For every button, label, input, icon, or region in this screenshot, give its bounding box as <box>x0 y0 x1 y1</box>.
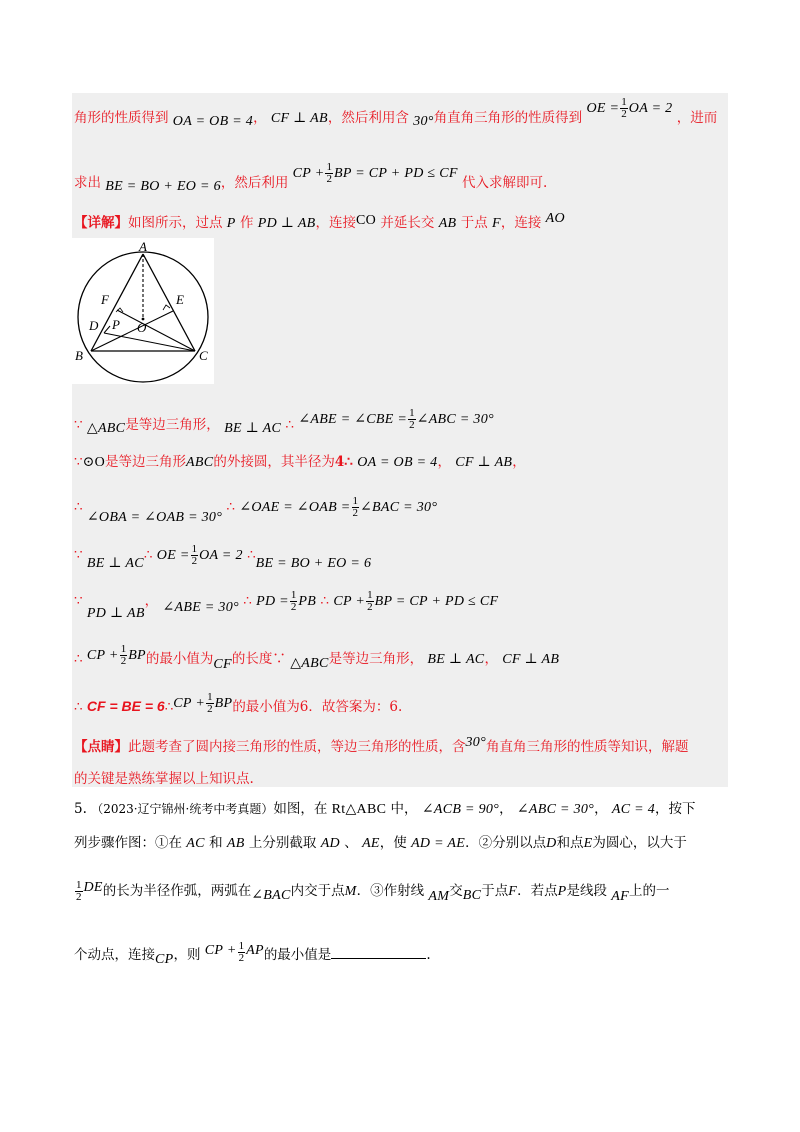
therefore-symbol: ∴ <box>74 699 83 715</box>
text: ， <box>499 801 513 817</box>
math-ap: AP <box>246 943 264 958</box>
frac-den: 2 <box>352 507 358 519</box>
text: 的最小值是 <box>263 947 332 963</box>
math-cp: CP + <box>333 594 366 609</box>
because-symbol: ∵ <box>74 417 83 433</box>
text: 中， <box>390 801 418 817</box>
text: 上的一 <box>628 883 670 899</box>
math-oa-ob: OA = OB = 4 <box>172 114 254 129</box>
solution-line-4 <box>74 407 728 437</box>
frac-den: 2 <box>290 601 297 613</box>
math-f: F <box>492 216 501 231</box>
because-symbol: ∵ <box>74 593 83 609</box>
question-line-2 <box>74 835 728 853</box>
text: 和 <box>209 835 223 851</box>
math-cf-perp-ab: CF ⊥ AB <box>270 111 328 126</box>
math-pb: PB <box>298 594 317 609</box>
math-am: AM <box>428 889 450 904</box>
solution-line-10 <box>74 691 728 719</box>
label-e: E <box>176 292 184 307</box>
text: 于点 <box>460 215 488 231</box>
text: 的长度 <box>231 651 273 667</box>
frac-num: 1 <box>621 96 627 108</box>
text: ．②分别以点 <box>465 835 547 851</box>
solution-line-12 <box>74 771 728 787</box>
text: 是等边三角形， <box>328 651 424 667</box>
math-angle-abc: ∠ABC = 30° <box>416 412 494 427</box>
text: 的外接圆，其半径为 <box>213 454 335 470</box>
text: ， <box>253 110 267 126</box>
fraction-half <box>75 880 83 903</box>
frac-den: 2 <box>409 419 415 431</box>
math-abc: ABC <box>186 455 214 470</box>
therefore-symbol: ∴ <box>74 651 83 667</box>
fraction-half <box>325 162 333 185</box>
text: 是线段 <box>566 883 607 899</box>
solution-line-6 <box>74 495 728 525</box>
frac-den: 2 <box>191 555 198 567</box>
math-co: CO <box>356 213 377 228</box>
circle-triangle-diagram <box>72 238 214 384</box>
math-bp: BP <box>214 696 233 711</box>
math-oe: OE = <box>586 101 620 116</box>
text: 内交于点 <box>290 883 345 899</box>
math-bp-ineq: BP = CP + PD ≤ CF <box>374 594 499 609</box>
question-number: 5. <box>74 801 87 817</box>
therefore-symbol: ∴ <box>164 699 174 715</box>
fraction-half <box>290 590 298 613</box>
fraction-half <box>408 408 416 431</box>
math-bp-ineq: BP = CP + PD ≤ CF <box>333 166 458 181</box>
math-de: DE <box>83 880 103 895</box>
text: 为圆心，以大于 <box>592 835 687 851</box>
fraction-half <box>352 496 360 519</box>
text: 列步骤作图：①在 <box>74 835 182 851</box>
frac-num: 1 <box>207 691 213 703</box>
math-cf-be-6: CF = BE = 6 <box>86 698 165 714</box>
math-cp: CP + <box>204 943 237 958</box>
math-ae: AE <box>362 836 380 851</box>
label-d: D <box>89 318 99 333</box>
math-angles: ∠ABE = ∠CBE = <box>298 412 408 427</box>
text: ， <box>437 454 451 470</box>
fraction-half <box>191 544 199 567</box>
text: ， <box>594 801 608 817</box>
math-ad-ae: AD = AE <box>411 836 466 851</box>
text: 并延长交 <box>380 215 435 231</box>
text: 交 <box>449 883 463 899</box>
text: 角形的性质得到 <box>74 110 169 126</box>
math-cp: CP + <box>292 166 325 181</box>
answer-blank[interactable] <box>331 946 426 959</box>
solution-line-2 <box>74 161 728 195</box>
solution-line-3 <box>74 211 728 233</box>
math-oa-2: OA = 2 <box>199 548 243 563</box>
text: 代入求解即可. <box>461 175 548 191</box>
radius-value: 4 <box>334 454 345 470</box>
text: 作 <box>239 215 254 231</box>
text: ，然后利用含 <box>327 110 409 126</box>
math-p: P <box>557 884 567 899</box>
frac-num: 1 <box>191 543 198 555</box>
text: 和点 <box>556 835 584 851</box>
math-oba-oab: ∠OBA = ∠OAB = 30° <box>86 510 223 525</box>
text: ．若点 <box>517 883 558 899</box>
math-be-perp-ac: BE ⊥ AC <box>86 556 144 571</box>
math-circle-o: ⊙O <box>82 455 106 470</box>
text: ，则 <box>173 947 201 963</box>
text: 上分别截取 <box>248 835 317 851</box>
math-e: E <box>583 836 593 851</box>
text: ，连接 <box>500 215 542 231</box>
therefore-symbol: ∴ <box>344 454 353 470</box>
text: ．③作射线 <box>356 883 425 899</box>
therefore-symbol: ∴ <box>226 499 236 515</box>
fraction-half <box>120 644 128 667</box>
math-be-perp-ac: BE ⊥ AC <box>224 421 282 436</box>
solution-line-5 <box>74 454 728 472</box>
because-symbol: ∵ <box>74 547 83 563</box>
math-pd-perp-ab: PD ⊥ AB <box>257 216 316 231</box>
fraction-half <box>366 590 374 613</box>
label-c: C <box>199 348 208 363</box>
text: 的最小值为 <box>145 651 214 667</box>
math-af: AF <box>611 889 629 904</box>
math-oe: OE = <box>156 548 190 563</box>
text: ， <box>144 593 159 609</box>
math-bc: BC <box>462 888 482 903</box>
therefore-symbol: ∴ <box>243 593 252 609</box>
math-d: D <box>546 836 557 851</box>
frac-den: 2 <box>621 108 627 120</box>
label-f: F <box>101 292 109 307</box>
math-abe-30: ∠ABE = 30° <box>162 600 239 615</box>
text: 的长为半径作弧，两弧在 <box>102 883 252 899</box>
math-ab: AB <box>438 216 457 231</box>
text: ，连接 <box>315 215 357 231</box>
text: 角直角三角形的性质得到 <box>433 110 583 126</box>
geometry-figure <box>72 238 214 384</box>
math-p: P <box>226 216 236 231</box>
text: ， <box>512 454 526 470</box>
frac-num: 1 <box>120 643 127 655</box>
text: ， <box>484 651 498 667</box>
math-be: BE = BO + EO = 6 <box>105 179 221 194</box>
math-acb-90: ∠ACB = 90° <box>421 802 500 817</box>
text: 角直角三角形的性质等知识，解题 <box>486 739 689 755</box>
math-m: M <box>344 884 357 899</box>
frac-den: 2 <box>207 703 213 715</box>
math-bp: BP <box>128 648 146 663</box>
math-oae: ∠OAE = ∠OAB = <box>239 500 351 515</box>
math-be: BE = BO + EO = 6 <box>255 556 372 571</box>
math-pd-perp-ab: PD ⊥ AB <box>86 606 145 621</box>
fraction-half <box>206 692 214 715</box>
text: ，按下 <box>655 801 696 817</box>
text: 此题考查了圆内接三角形的性质，等边三角形的性质，含 <box>128 739 466 755</box>
math-pd: PD = <box>256 594 289 609</box>
math-oa-ob: OA = OB = 4 <box>357 455 438 470</box>
detail-tag: 【详解】 <box>74 215 128 231</box>
label-a: A <box>139 239 147 254</box>
solution-line-11 <box>74 735 728 757</box>
solution-line-9 <box>74 643 728 672</box>
math-cf-perp-ab: CF ⊥ AB <box>502 652 560 667</box>
math-bac: ∠BAC = 30° <box>360 500 438 515</box>
math-f: F <box>508 884 518 899</box>
math-ad: AD <box>320 836 340 851</box>
text: 如图，在 <box>273 801 328 817</box>
frac-den: 2 <box>326 173 332 185</box>
text: 是等边三角形， <box>125 417 220 433</box>
therefore-symbol: ∴ <box>285 417 295 433</box>
because-symbol: ∵ <box>74 454 83 470</box>
frac-den: 2 <box>120 655 127 667</box>
comment-tag: 【点睛】 <box>74 739 128 755</box>
frac-num: 1 <box>352 495 358 507</box>
solution-line-8 <box>74 589 728 621</box>
therefore-symbol: ∴ <box>247 547 256 563</box>
question-source: （2023·辽宁锦州·统考中考真题） <box>91 802 274 816</box>
math-ac: AC <box>186 836 205 851</box>
math-be-perp-ac: BE ⊥ AC <box>427 652 485 667</box>
math-cf-perp-ab: CF ⊥ AB <box>455 455 513 470</box>
math-cp: CP + <box>86 648 119 663</box>
text: 的关键是熟练掌握以上知识点. <box>74 771 254 787</box>
frac-num: 1 <box>238 940 245 952</box>
frac-den: 2 <box>238 952 245 964</box>
question-line-1 <box>74 801 728 819</box>
fraction-half <box>238 941 246 964</box>
frac-den: 2 <box>367 601 373 613</box>
math-abc-30: ∠ABC = 30° <box>516 802 595 817</box>
text: ，使 <box>379 835 407 851</box>
text: 求出 <box>74 175 101 191</box>
therefore-symbol: ∴ <box>320 593 330 609</box>
answer-text: 的最小值为6．故答案为：6. <box>232 699 403 715</box>
math-30deg: 30° <box>465 735 486 750</box>
text: . <box>426 947 431 963</box>
frac-num: 1 <box>367 589 373 601</box>
therefore-symbol: ∴ <box>143 547 153 563</box>
therefore-symbol: ∴ <box>74 499 83 515</box>
math-cf: CF <box>213 657 232 672</box>
math-angle-bac: ∠BAC <box>251 888 291 903</box>
frac-num: 1 <box>76 879 82 891</box>
math-triangle-abc: △ABC <box>86 421 126 436</box>
text: ，进而 <box>676 110 718 126</box>
label-b: B <box>75 348 83 363</box>
label-p: P <box>112 317 120 332</box>
frac-num: 1 <box>326 161 332 173</box>
question-line-4 <box>74 940 728 967</box>
frac-num: 1 <box>409 407 415 419</box>
solution-box <box>72 93 728 787</box>
text: 如图所示，过点 <box>128 215 223 231</box>
math-30deg: 30° <box>413 114 434 129</box>
solution-line-7 <box>74 543 728 571</box>
frac-num: 1 <box>290 589 297 601</box>
question-line-3 <box>74 880 728 903</box>
frac-den: 2 <box>76 891 82 903</box>
math-oa-2: OA = 2 <box>628 101 673 116</box>
text: ，然后利用 <box>220 175 289 191</box>
because-symbol: ∵ <box>272 651 286 667</box>
math-ab: AB <box>226 836 245 851</box>
text: 于点 <box>481 883 509 899</box>
text: 、 <box>344 835 358 851</box>
text: 是等边三角形 <box>105 454 187 470</box>
math-cp: CP <box>155 952 174 967</box>
math-triangle-abc: △ABC <box>290 656 329 671</box>
text: 个动点，连接 <box>74 947 155 963</box>
label-o: O <box>137 320 147 335</box>
math-ac-4: AC = 4 <box>611 802 656 817</box>
solution-line-1 <box>74 96 728 130</box>
math-ao: AO <box>545 211 565 226</box>
math-cp: CP + <box>173 696 206 711</box>
fraction-half <box>620 97 628 120</box>
math-rt-abc: Rt△ABC <box>331 802 387 817</box>
